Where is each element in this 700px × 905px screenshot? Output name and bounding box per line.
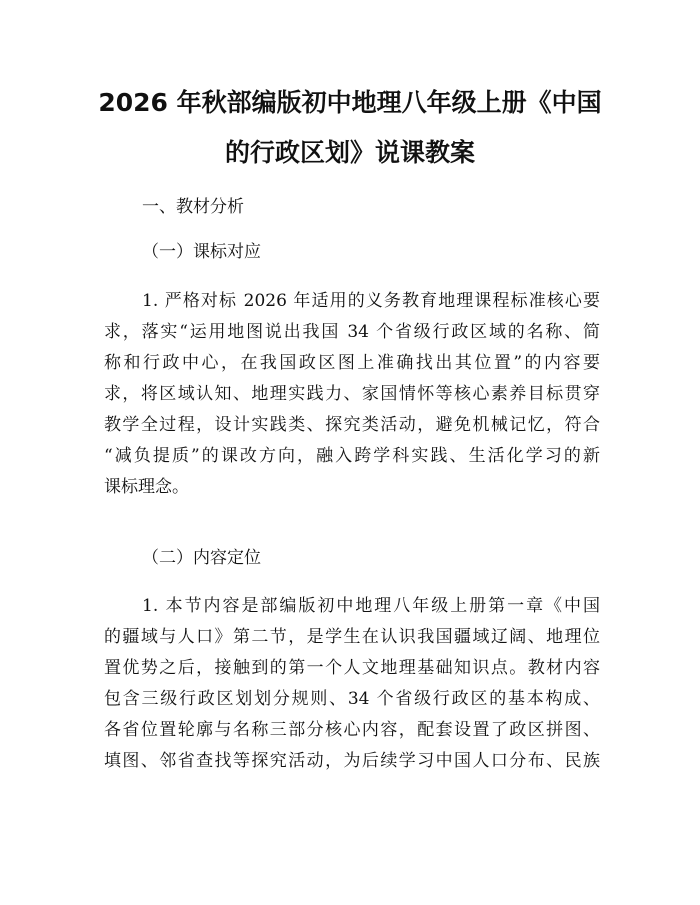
paragraph-line: 各省位置轮廓与名称三部分核心内容，配套设置了政区拼图、 — [104, 720, 600, 740]
subsection-heading-content-positioning: （二）内容定位 — [142, 548, 261, 568]
paragraph-line: 课标理念。 — [104, 477, 189, 497]
paragraph-line: 教学全过程，设计实践类、探究类活动，避免机械记忆，符合 — [104, 415, 600, 435]
paragraph-line: 1. 本节内容是部编版初中地理八年级上册第一章《中国 — [142, 596, 600, 616]
paragraph-line: 求，落实“运用地图说出我国 34 个省级行政区域的名称、简 — [104, 322, 600, 342]
paragraph-curriculum-standards — [104, 286, 600, 503]
title-line-2: 的行政区划》说课教案 — [224, 138, 475, 167]
paragraph-line: 1. 严格对标 2026 年适用的义务教育地理课程标准核心要 — [142, 291, 600, 311]
paragraph-line: 包含三级行政区划划分规则、34 个省级行政区的基本构成、 — [104, 689, 600, 709]
section-heading-textbook-analysis: 一、教材分析 — [142, 197, 244, 217]
paragraph-line: 置优势之后，接触到的第一个人文地理基础知识点。教材内容 — [104, 658, 600, 678]
paragraph-line: 填图、邻省查找等探究活动，为后续学习中国人口分布、民族 — [104, 751, 600, 771]
title-line-1: 2026 年秋部编版初中地理八年级上册《中国 — [98, 88, 602, 117]
document-title — [96, 78, 604, 178]
paragraph-line: 的疆域与人口》第二节，是学生在认识我国疆域辽阔、地理位 — [104, 627, 600, 647]
paragraph-line: 求，将区域认知、地理实践力、家国情怀等核心素养目标贯穿 — [104, 384, 600, 404]
paragraph-content-positioning — [104, 591, 600, 777]
subsection-heading-curriculum-standards: （一）课标对应 — [142, 242, 261, 262]
paragraph-line: “减负提质”的课改方向，融入跨学科实践、生活化学习的新 — [104, 446, 600, 466]
paragraph-line: 称和行政中心，在我国政区图上准确找出其位置”的内容要 — [104, 353, 600, 373]
